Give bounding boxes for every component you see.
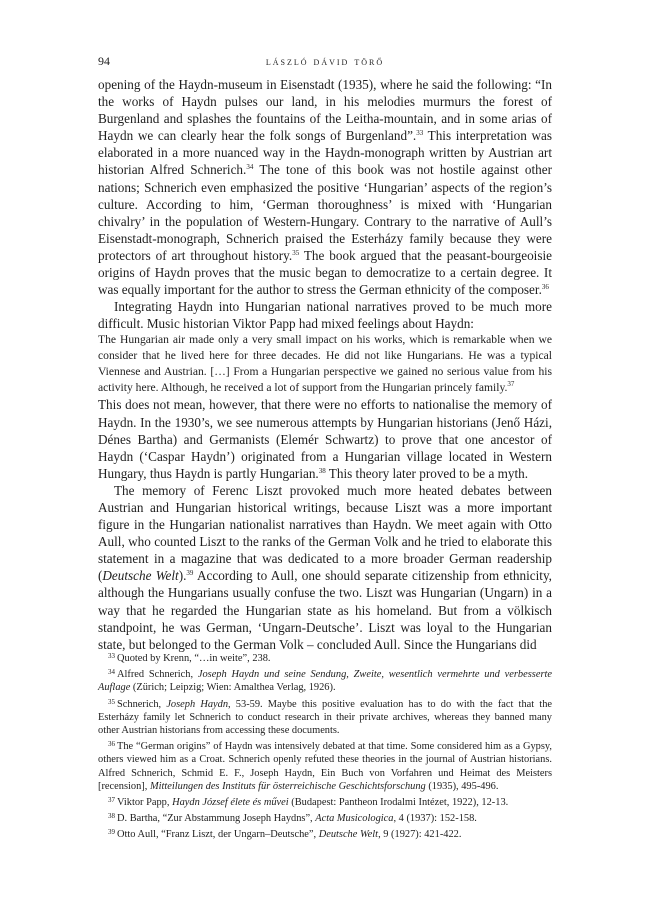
main-text <box>98 76 552 653</box>
block-quote: The Hungarian air made only a very small impact on his works, which is remarkable when we consider that he lived here for three decades. He did not like Hungarians. He was a typical Viennese and Austrian. […] From a Hungarian perspective we gained no serious value from his activity here. Although, he received a lot of support from the Hungarian princely family.$^{37}$ <box>98 333 552 395</box>
footnote: $^{38}$ D. Bartha, “Zur Abstammung Joseph Haydns”, Acta Musicologica, 4 (1937): 152-158. <box>108 812 477 825</box>
footnote: $^{35}$ Schnerich, Joseph Haydn, 53-59. Maybe this positive evaluation has to do with the fact that the Esterházy family let Schnerich to conduct research in their private archives, whereas they banned many other Austrian historians from accessing these documents. <box>98 697 553 737</box>
publication-title: Deutsche Welt <box>102 568 179 584</box>
footnote-number: 39 <box>108 828 115 837</box>
footnote-ref[interactable]: 33 <box>416 129 424 138</box>
footnote-ref[interactable]: 34 <box>246 163 254 172</box>
footnote-ref[interactable]: 36 <box>541 283 549 292</box>
footnote-ref[interactable]: 37 <box>507 380 515 389</box>
footnote-number: 33 <box>108 652 115 660</box>
paragraph: opening of the Haydn-museum in Eisenstadt (1935), where he said the following: “In the works of Haydn pulses our land, in his melodies murmurs the forest of Burgenland and splashes the fountains of the Leitha-mountain, and in some arias of Haydn we can clearly hear the folk songs of Burgenland”.$^{33}$ This interpretation was elaborated in a more nuanced way in the Haydn-monograph written by Austrian art historian Alfred Schnerich.$^{34}$ The tone of this book was not hostile against other nations; Schnerich even emphasized the positive ‘Hungarian’ aspects of the region’s culture. According to him, ‘German thoroughness’ is mixed with ‘Hungarian chivalry’ in the population of Western-Hungary. Contrary to the narrative of Aull’s Eisenstadt-monograph, Schnerich praised the Esterházy family because they were protectors of art throughout history.$^{35}$ The book argued that the peasant-bourgeoisie origins of Haydn proves that the music began to democratize to a certain degree. It was equally important for the author to stress the German ethnicity of the composer.$^{36}$ <box>98 77 552 298</box>
paragraph: This does not mean, however, that there were no efforts to nationalise the memory of Haydn. In the 1930’s, we see numerous attempts by Hungarian historians (Jenő Házi, Dénes Bartha) and Germanists (Elemér Schwartz) to prove that one ancestor of Haydn (‘Caspar Haydn’) originated from a Hungarian village located in Western Hungary, thus Haydn is partly Hungarian.$^{38}$ This theory later proved to be a myth. <box>98 397 552 481</box>
page-number: 94 <box>98 54 110 68</box>
footnote-number: 36 <box>108 740 115 749</box>
footnote: $^{39}$ Otto Aull, “Franz Liszt, der Ungarn–Deutsche”, Deutsche Welt, 9 (1927): 421-422. <box>108 828 462 841</box>
footnote: $^{33}$ Quoted by Krenn, “…in weite”, 238. <box>108 652 271 664</box>
footnotes <box>98 652 552 845</box>
footnote: $^{36}$ The “German origins” of Haydn was intensively debated at that time. Some considered him as a Gypsy, others viewed him as a Croat. Schnerich openly refuted these theories in the journal of Austrian historians. Alfred Schnerich, Schmid E. F., Joseph Haydn, Ein Buch von Vorfahren und Heimat des Meisters [recension], Mitteilungen des Instituts für österreichische Geschichtsforschung (1935), 495-496. <box>98 740 552 792</box>
footnote-ref[interactable]: 39 <box>186 569 194 578</box>
running-head: lászló dávid törő <box>265 54 385 68</box>
footnote-number: 35 <box>108 697 115 706</box>
footnote: $^{34}$ Alfred Schnerich, Joseph Haydn und seine Sendung, Zweite, wesentlich vermehrte und verbesserte Auflage (Zürich; Leipzig; Wien: Amalthea Verlag, 1926). <box>98 668 552 694</box>
footnote-number: 37 <box>108 796 115 805</box>
footnote-number: 38 <box>108 812 115 821</box>
footnote-number: 34 <box>108 668 115 677</box>
paragraph: The memory of Ferenc Liszt provoked much more heated debates between Austrian and Hungarian historical writings, because Liszt was a more important figure in the Hungarian nationalist narratives than Haydn. We meet again with Otto Aull, who counted Liszt to the ranks of the German Volk and he tried to elaborate this statement in a magazine that was dedicated to a more broader German readership (Deutsche Welt).$^{39}$ According to Aull, one should separate citizenship from ethnicity, although the Hungarians usually confuse the two. Liszt was Hungarian (Ungarn) in a way that he regarded the Hungarian state as his homeland. But from a völkisch standpoint, he was German, ‘Ungarn-Deutsche’. Liszt was loyal to the Hungarian state, but belonged to the German Volk – concluded Aull. Since the Hungarians did <box>98 482 552 652</box>
footnote-ref[interactable]: 38 <box>318 466 326 475</box>
footnote: $^{37}$ Viktor Papp, Haydn József élete és művei (Budapest: Pantheon Irodalmi Intézet, 1922), 12-13. <box>108 796 509 809</box>
paragraph: Integrating Haydn into Hungarian national narratives proved to be much more difficult. Music historian Viktor Papp had mixed feelings about Haydn: <box>98 299 552 332</box>
footnote-ref[interactable]: 35 <box>292 248 300 257</box>
